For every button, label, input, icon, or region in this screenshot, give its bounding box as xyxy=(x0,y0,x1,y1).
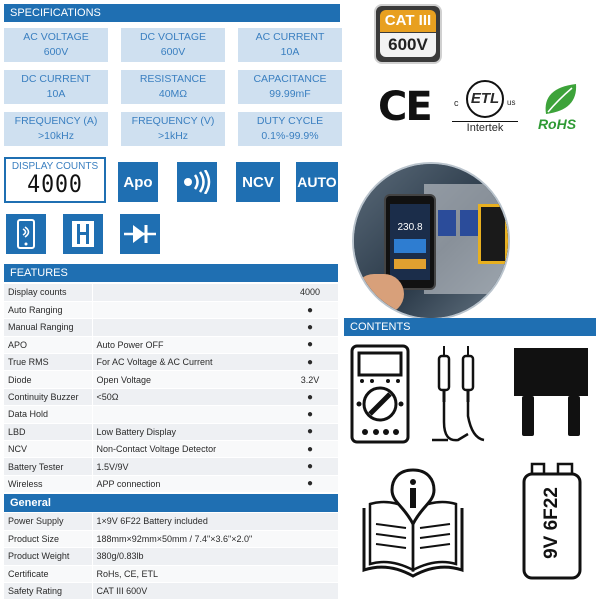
ce-mark: CE xyxy=(378,84,431,130)
cat-rating-label: CAT III xyxy=(380,10,436,32)
feature-desc: Auto Power OFF xyxy=(92,336,282,353)
spec-cell xyxy=(121,28,225,62)
buzzer-icon xyxy=(177,162,217,202)
spec-label: CAPACITANCE xyxy=(253,73,327,85)
spec-cell xyxy=(121,112,225,146)
hold-icon xyxy=(63,214,103,254)
leaf-icon xyxy=(540,82,580,116)
general-name: Product Weight xyxy=(4,548,92,565)
spec-label: FREQUENCY (A) xyxy=(14,115,98,127)
feature-desc: APP connection xyxy=(92,475,282,492)
table-row xyxy=(4,406,338,423)
spec-label: DC VOLTAGE xyxy=(139,31,207,43)
spec-value: 600V xyxy=(160,46,186,58)
spec-value: 600V xyxy=(43,46,69,58)
feature-desc: Open Voltage xyxy=(92,371,282,388)
spec-value: 0.1%-99.9% xyxy=(261,130,319,142)
table-row xyxy=(4,284,338,301)
features-header xyxy=(4,264,338,282)
feature-name: True RMS xyxy=(4,354,92,371)
spec-label: RESISTANCE xyxy=(139,73,207,85)
feature-desc: 1.5V/9V xyxy=(92,458,282,475)
general-name: Safety Rating xyxy=(4,583,92,600)
spec-cell xyxy=(238,70,342,104)
general-desc: 380g/0.83lb xyxy=(92,548,338,565)
cat-rating-badge xyxy=(374,4,442,64)
general-name: Product Size xyxy=(4,530,92,547)
feature-name: APO xyxy=(4,336,92,353)
feature-name: Battery Tester xyxy=(4,458,92,475)
feature-value: ● xyxy=(282,458,338,475)
feature-desc xyxy=(92,406,282,423)
table-row xyxy=(4,441,338,458)
rohs-label: RoHS xyxy=(537,116,577,132)
feature-desc: For AC Voltage & AC Current xyxy=(92,354,282,371)
display-counts-box xyxy=(4,157,106,203)
spec-cell xyxy=(121,70,225,104)
table-row xyxy=(4,548,338,565)
table-row xyxy=(4,354,338,371)
feature-value: 4000 xyxy=(282,284,338,301)
apo-icon xyxy=(118,162,158,202)
feature-name: Diode xyxy=(4,371,92,388)
etl-mark xyxy=(452,78,520,136)
general-desc: 1×9V 6F22 Battery included xyxy=(92,513,338,530)
features-title: FEATURES xyxy=(10,267,68,279)
spec-label: AC CURRENT xyxy=(255,31,325,43)
spec-value: 99.99mF xyxy=(269,88,311,100)
test-leads-icon xyxy=(428,344,488,448)
general-title: General xyxy=(10,497,51,509)
feature-value: ● xyxy=(282,423,338,440)
intertek-label: Intertek xyxy=(452,121,518,134)
holster-icon xyxy=(512,346,590,442)
table-row xyxy=(4,458,338,475)
cat-voltage-label: 600V xyxy=(380,33,436,57)
feature-name: Continuity Buzzer xyxy=(4,388,92,405)
battery-label: 9V 6F22 xyxy=(541,487,562,559)
spec-cell xyxy=(4,70,108,104)
spec-cell xyxy=(4,112,108,146)
feature-name: LBD xyxy=(4,423,92,440)
feature-desc xyxy=(92,319,282,336)
spec-cell xyxy=(4,28,108,62)
feature-value: ● xyxy=(282,336,338,353)
contents-header xyxy=(344,318,596,336)
spec-label: AC VOLTAGE xyxy=(23,31,89,43)
ncv-label: NCV xyxy=(242,173,274,191)
feature-value: ● xyxy=(282,354,338,371)
etl-us-label: us xyxy=(507,98,516,107)
feature-name: NCV xyxy=(4,441,92,458)
display-counts-value: 4000 xyxy=(27,170,83,198)
spec-value: 10A xyxy=(280,46,300,58)
feature-name: Wireless xyxy=(4,475,92,492)
auto-label: AUTO xyxy=(297,174,337,190)
general-name: Certificate xyxy=(4,565,92,582)
spec-label: FREQUENCY (V) xyxy=(131,115,215,127)
wireless-phone-icon xyxy=(6,214,46,254)
general-name: Power Supply xyxy=(4,513,92,530)
spec-value: >10kHz xyxy=(38,130,74,142)
table-row xyxy=(4,301,338,318)
feature-desc: <50Ω xyxy=(92,388,282,405)
feature-value: 3.2V xyxy=(282,371,338,388)
table-row xyxy=(4,513,338,530)
feature-value: ● xyxy=(282,475,338,492)
spec-value: >1kHz xyxy=(157,130,189,142)
display-counts-label: DISPLAY COUNTS xyxy=(11,161,99,172)
diode-icon xyxy=(120,214,160,254)
feature-desc xyxy=(92,301,282,318)
table-row xyxy=(4,371,338,388)
feature-name: Data Hold xyxy=(4,406,92,423)
manual-icon xyxy=(358,466,468,582)
spec-value: 10A xyxy=(46,88,66,100)
spec-cell xyxy=(238,28,342,62)
feature-name: Auto Ranging xyxy=(4,301,92,318)
specifications-title: SPECIFICATIONS xyxy=(10,7,101,19)
feature-desc xyxy=(92,284,282,301)
ncv-icon xyxy=(236,162,280,202)
feature-value: ● xyxy=(282,319,338,336)
etl-c-label: c xyxy=(454,98,459,108)
auto-icon xyxy=(296,162,338,202)
feature-value: ● xyxy=(282,388,338,405)
table-row xyxy=(4,475,338,492)
table-row xyxy=(4,423,338,440)
feature-value: ● xyxy=(282,301,338,318)
feature-name: Manual Ranging xyxy=(4,319,92,336)
table-row xyxy=(4,565,338,582)
spec-label: DUTY CYCLE xyxy=(256,115,324,127)
apo-label: Apo xyxy=(123,173,153,191)
product-photo xyxy=(352,162,510,320)
general-desc: CAT III 600V xyxy=(92,583,338,600)
features-table xyxy=(4,284,338,493)
general-table xyxy=(4,513,338,600)
feature-value: ● xyxy=(282,441,338,458)
feature-desc: Low Battery Display xyxy=(92,423,282,440)
general-header xyxy=(4,494,338,512)
spec-value: 40MΩ xyxy=(158,88,188,100)
spec-label: DC CURRENT xyxy=(21,73,91,85)
lcd-reading: 230.8 xyxy=(397,222,423,233)
multimeter-icon xyxy=(350,344,410,444)
feature-name: Display counts xyxy=(4,284,92,301)
spec-cell xyxy=(238,112,342,146)
general-desc: 188mm×92mm×50mm / 7.4"×3.6"×2.0" xyxy=(92,530,338,547)
table-row xyxy=(4,388,338,405)
general-desc: RoHs, CE, ETL xyxy=(92,565,338,582)
table-row xyxy=(4,319,338,336)
table-row xyxy=(4,336,338,353)
contents-title: CONTENTS xyxy=(350,321,411,333)
rohs-mark xyxy=(528,82,586,138)
etl-circle: ETL xyxy=(466,80,504,118)
battery-icon xyxy=(520,462,584,582)
specifications-header xyxy=(4,4,340,22)
feature-desc: Non-Contact Voltage Detector xyxy=(92,441,282,458)
table-row xyxy=(4,530,338,547)
feature-value: ● xyxy=(282,406,338,423)
table-row xyxy=(4,583,338,600)
